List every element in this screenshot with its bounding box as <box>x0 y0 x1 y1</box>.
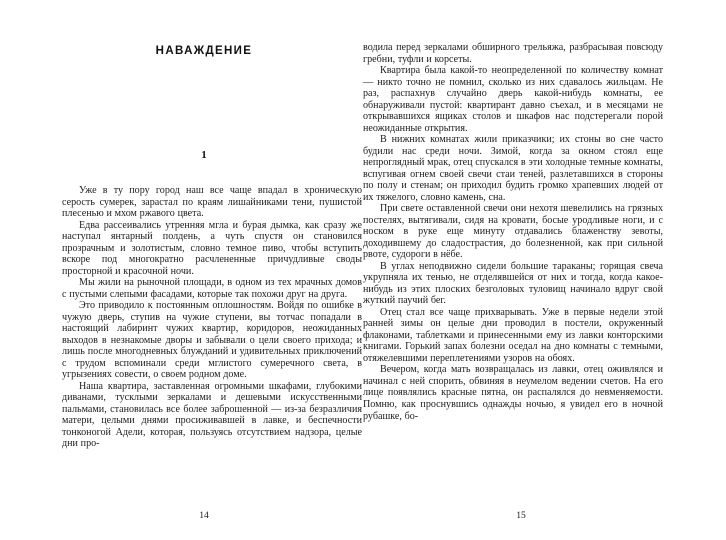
chapter-title: НАВАЖДЕНИЕ <box>155 45 253 57</box>
page-right <box>363 0 726 540</box>
section-number: 1 <box>201 149 207 161</box>
paragraph: Вечером, когда мать возвращалась из лавки, отец оживлялся и начинал с ней спорить, обвиняя в неумелом ведении счетов. На его лице появлялись красные пятна, он распалялся до невменяемости. Помню, как проснувшись однажды ночью, я увидел его в ночной рубашке, бо- <box>363 364 663 422</box>
paragraph: водила перед зеркалами обширного трельяжа, разбрасывая повсюду гребни, туфли и корсеты. <box>363 42 663 65</box>
page-number-right: 15 <box>516 510 526 521</box>
paragraph: В углах неподвижно сидели большие тараканы; горящая свеча укрупняла их тенью, не отделявшейся от них и тогда, когда какое-нибудь из этих плоских безголовых туловищ начинало вдруг свой жуткий паучий бег. <box>363 260 663 307</box>
paragraph: В нижних комнатах жили приказчики; их стоны во сне часто будили нас среди ночи. Зимой, когда за окном стоял еще непроглядный мрак, отец спускался в эти холодные темные комнаты, вспугивая огнем своей свечи стаи теней, разлетавшихся в стороны по полу и стенам; он приходил будить громко храпевших людей от их тяжелого, словно камень, сна. <box>363 134 663 203</box>
paragraph: Это приводило к постоянным оплошностям. Войдя по ошибке в чужую дверь, ступив на чужие ступени, вы тотчас попадали в настоящий лабиринт чужих квартир, коридоров, неожиданных выходов в незнакомые дворы и забывали о цели своего прихода; и лишь после многодневных блужданий и удивительных приключений с трудом вспоминали среди мглистого сумеречного света, в угрызениях совести, о своем родном доме. <box>62 300 362 381</box>
right-text-column <box>363 0 663 422</box>
paragraph: Квартира была какой-то неопределенной по количеству комнат — никто точно не помнил, сколько из них сдавалось жильцам. Не раз, распахнув случайно дверь какой-нибудь комнаты, ее обнаруживали пустой: квартирант давно съехал, и в месяцами не открывавшихся ящиках столов и шкафов нас подстерегали порой неожиданные открытия. <box>363 65 663 134</box>
paragraph: Мы жили на рыночной площади, в одном из тех мрачных домов с пустыми слепыми фасадами, которые так похожи друг на друга. <box>62 277 362 300</box>
left-text-column <box>62 161 362 450</box>
page-number-left: 14 <box>199 510 209 521</box>
paragraph: Уже в ту пору город наш все чаще впадал в хроническую серость сумерек, зарастал по краям лишайниками тени, пушистой плесенью и мхом ржавого цвета. <box>62 185 362 220</box>
paragraph: Едва рассеивались утренняя мгла и бурая дымка, как сразу же наступал янтарный полдень, а чуть спустя он становился прозрачным и золотистым, словно темное пиво, чтобы вступить вскоре под многократно расчлененные причудливые своды просторной и красочной ночи. <box>62 219 362 277</box>
paragraph: При свете оставленной свечи они нехотя шевелились на грязных постелях, вытягивали, сидя на кровати, босые уродливые ноги, и с носком в руке еще минуту отдавались блаженству зевоты, доходившему до сладострастия, до болезненной, как при сильной рвоте, судороги в нёбе. <box>363 203 663 261</box>
paragraph: Наша квартира, заставленная огромными шкафами, глубокими диванами, тусклыми зеркалами и дешевыми искусственными пальмами, становилась все более заброшенной — из-за безразличия матери, целыми днями просиживавшей в лавке, и беспечности тонконогой Адели, которая, пользуясь отсутствием надзора, целые дни про- <box>62 380 362 450</box>
paragraph: Отец стал все чаще прихварывать. Уже в первые недели этой ранней зимы он целые дни проводил в постели, окруженный флаконами, таблетками и принесенными ему из лавки конторскими книгами. Горький запах болезни оседал на дно комнаты с темными, отяжелевшими переплетениями узоров на обоях. <box>363 306 663 364</box>
